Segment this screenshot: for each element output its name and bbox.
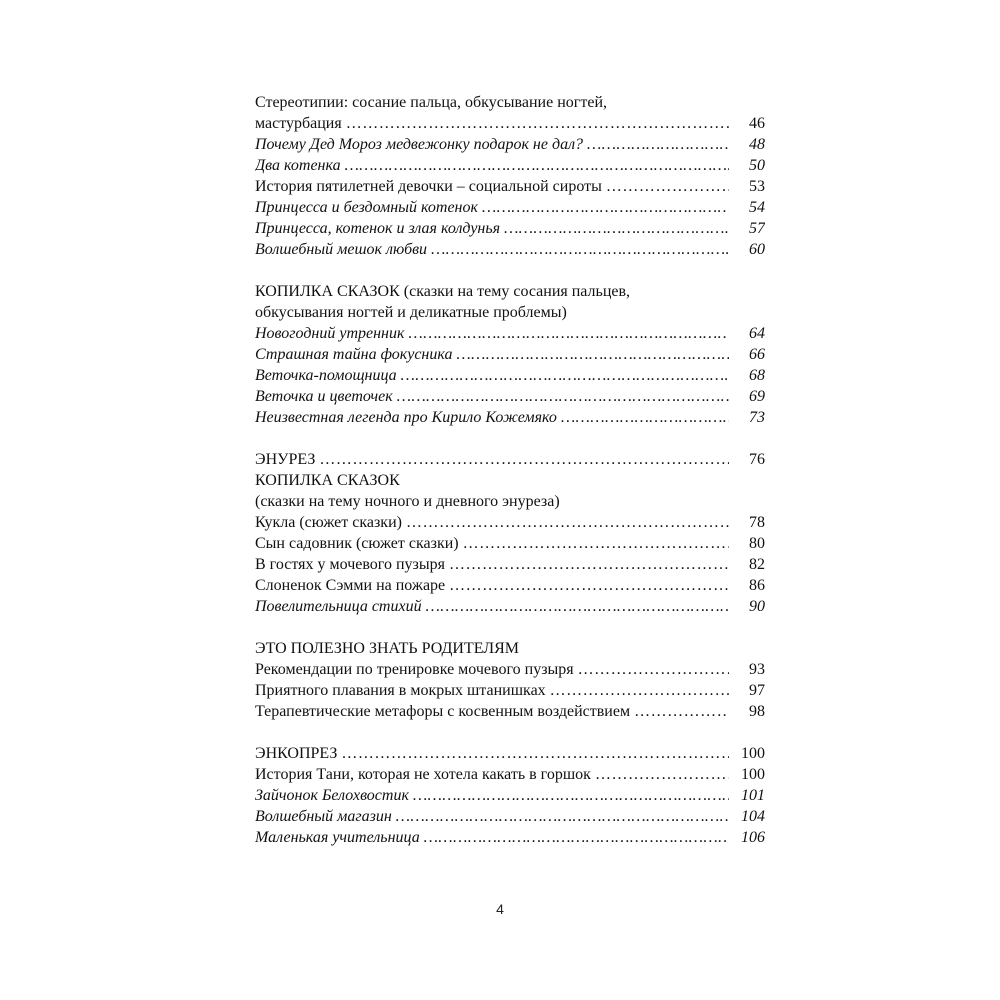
entry-page: 73 [749,409,765,426]
toc-entry[interactable] [255,533,765,554]
dot-leader [408,323,729,344]
dot-leader [345,155,729,176]
section-heading: КОПИЛКА СКАЗОК [255,472,400,489]
entry-title: Рекомендации по тренировке мочевого пузыря [255,661,574,678]
section-heading-continuation: обкусывания ногтей и деликатные проблемы) [255,304,567,321]
dot-leader [401,365,729,386]
entry-page: 101 [741,787,765,804]
toc-entry[interactable] [255,596,765,617]
section-spacer [255,428,765,449]
entry-title: мастурбация [255,115,342,132]
entry-title: Слоненок Сэмми на пожаре [255,577,446,594]
toc-entry[interactable] [255,701,765,722]
dot-leader [561,407,729,428]
dot-leader [424,827,729,848]
toc-entry[interactable] [255,197,765,218]
toc-entry[interactable] [255,344,765,365]
entry-title: Страшная тайна фокусника [255,346,453,363]
entry-page: 50 [749,157,765,174]
toc-entry[interactable] [255,806,765,827]
dot-leader [595,764,729,785]
entry-page: 104 [741,808,765,825]
toc-entry[interactable] [255,785,765,806]
dot-leader [319,449,729,470]
entry-title: Сын садовник (сюжет сказки) [255,535,459,552]
entry-page: 64 [749,325,765,342]
entry-page: 97 [749,682,765,699]
dot-leader [504,218,729,239]
dot-leader [606,176,729,197]
entry-page: 66 [749,346,765,363]
toc-entry[interactable] [255,386,765,407]
dot-leader [413,785,729,806]
dot-leader [449,554,729,575]
entry-title: Почему Дед Мороз медвежонку подарок не дал? [255,136,584,153]
entry-title: Новогодний утренник [255,325,405,342]
entry-page: 78 [749,514,765,531]
dot-leader [449,575,729,596]
entry-title: Приятного плавания в мокрых штанишках [255,682,546,699]
toc-entry[interactable] [255,554,765,575]
dot-leader [406,512,729,533]
entry-title: В гостях у мочевого пузыря [255,556,445,573]
toc-entry[interactable] [255,764,765,785]
dot-leader [482,197,729,218]
entry-page: 48 [749,136,765,153]
dot-leader [346,113,729,134]
toc-entry[interactable] [255,827,765,848]
entry-title: Веточка и цветочек [255,388,393,405]
dot-leader [634,701,729,722]
toc-entry[interactable] [255,239,765,260]
table-of-contents [255,92,765,848]
entry-page: 46 [749,115,765,132]
entry-page: 100 [741,766,765,783]
toc-entry[interactable] [255,365,765,386]
entry-title: Волшебный мешок любви [255,241,428,258]
toc-entry[interactable] [255,659,765,680]
entry-page: 57 [749,220,765,237]
entry-title: ЭНКОПРЕЗ [255,745,338,762]
dot-leader [396,806,729,827]
dot-leader [456,344,729,365]
entry-page: 93 [749,661,765,678]
dot-leader [431,239,729,260]
entry-title: Зайчонок Белохвостик [255,787,409,804]
section-heading: Стереотипии: сосание пальца, обкусывание ногтей, [255,94,607,111]
entry-title: История Тани, которая не хотела какать в горшок [255,766,591,783]
entry-title: Кукла (сюжет сказки) [255,514,402,531]
entry-page: 82 [749,556,765,573]
section-heading: ЭТО ПОЛЕЗНО ЗНАТЬ РОДИТЕЛЯМ [255,640,520,657]
entry-page: 106 [741,829,765,846]
entry-page: 53 [749,178,765,195]
section-spacer [255,617,765,638]
toc-entry[interactable] [255,512,765,533]
entry-page: 86 [749,577,765,594]
toc-entry[interactable] [255,449,765,470]
toc-entry[interactable] [255,680,765,701]
entry-title: Два котенка [255,157,341,174]
entry-page: 69 [749,388,765,405]
dot-leader [550,680,729,701]
toc-entry[interactable] [255,323,765,344]
entry-page: 98 [749,703,765,720]
entry-title: Веточка-помощница [255,367,397,384]
dot-leader [463,533,729,554]
section-heading-continuation: (сказки на тему ночного и дневного энуреза) [255,493,560,510]
entry-title: Терапевтические метафоры с косвенным воздействием [255,703,631,720]
entry-page: 80 [749,535,765,552]
entry-page: 54 [749,199,765,216]
entry-title: Маленькая учительница [255,829,420,846]
toc-entry[interactable] [255,407,765,428]
entry-page: 100 [741,745,765,762]
toc-entry[interactable] [255,575,765,596]
entry-title: История пятилетней девочки – социальной сироты [255,178,602,195]
entry-page: 90 [749,598,765,615]
entry-page: 60 [749,241,765,258]
entry-title: Повелительница стихий [255,598,422,615]
entry-title: ЭНУРЕЗ [255,451,316,468]
section-heading: КОПИЛКА СКАЗОК (сказки на тему сосания пальцев, [255,283,631,300]
entry-page: 76 [749,451,765,468]
dot-leader [587,134,729,155]
toc-entry[interactable] [255,134,765,155]
toc-entry[interactable] [255,743,765,764]
toc-entry[interactable] [255,176,765,197]
dot-leader [578,659,729,680]
entry-page: 68 [749,367,765,384]
toc-entry[interactable] [255,155,765,176]
dot-leader [341,743,729,764]
section-spacer [255,260,765,281]
page-number: 4 [496,901,504,917]
entry-title: Неизвестная легенда про Кирило Кожемяко [255,409,557,426]
toc-entry[interactable] [255,113,765,134]
entry-title: Волшебный магазин [255,808,392,825]
section-spacer [255,722,765,743]
dot-leader [426,596,729,617]
toc-entry[interactable] [255,218,765,239]
entry-title: Принцесса, котенок и злая колдунья [255,220,501,237]
dot-leader [397,386,729,407]
entry-title: Принцесса и бездомный котенок [255,199,478,216]
